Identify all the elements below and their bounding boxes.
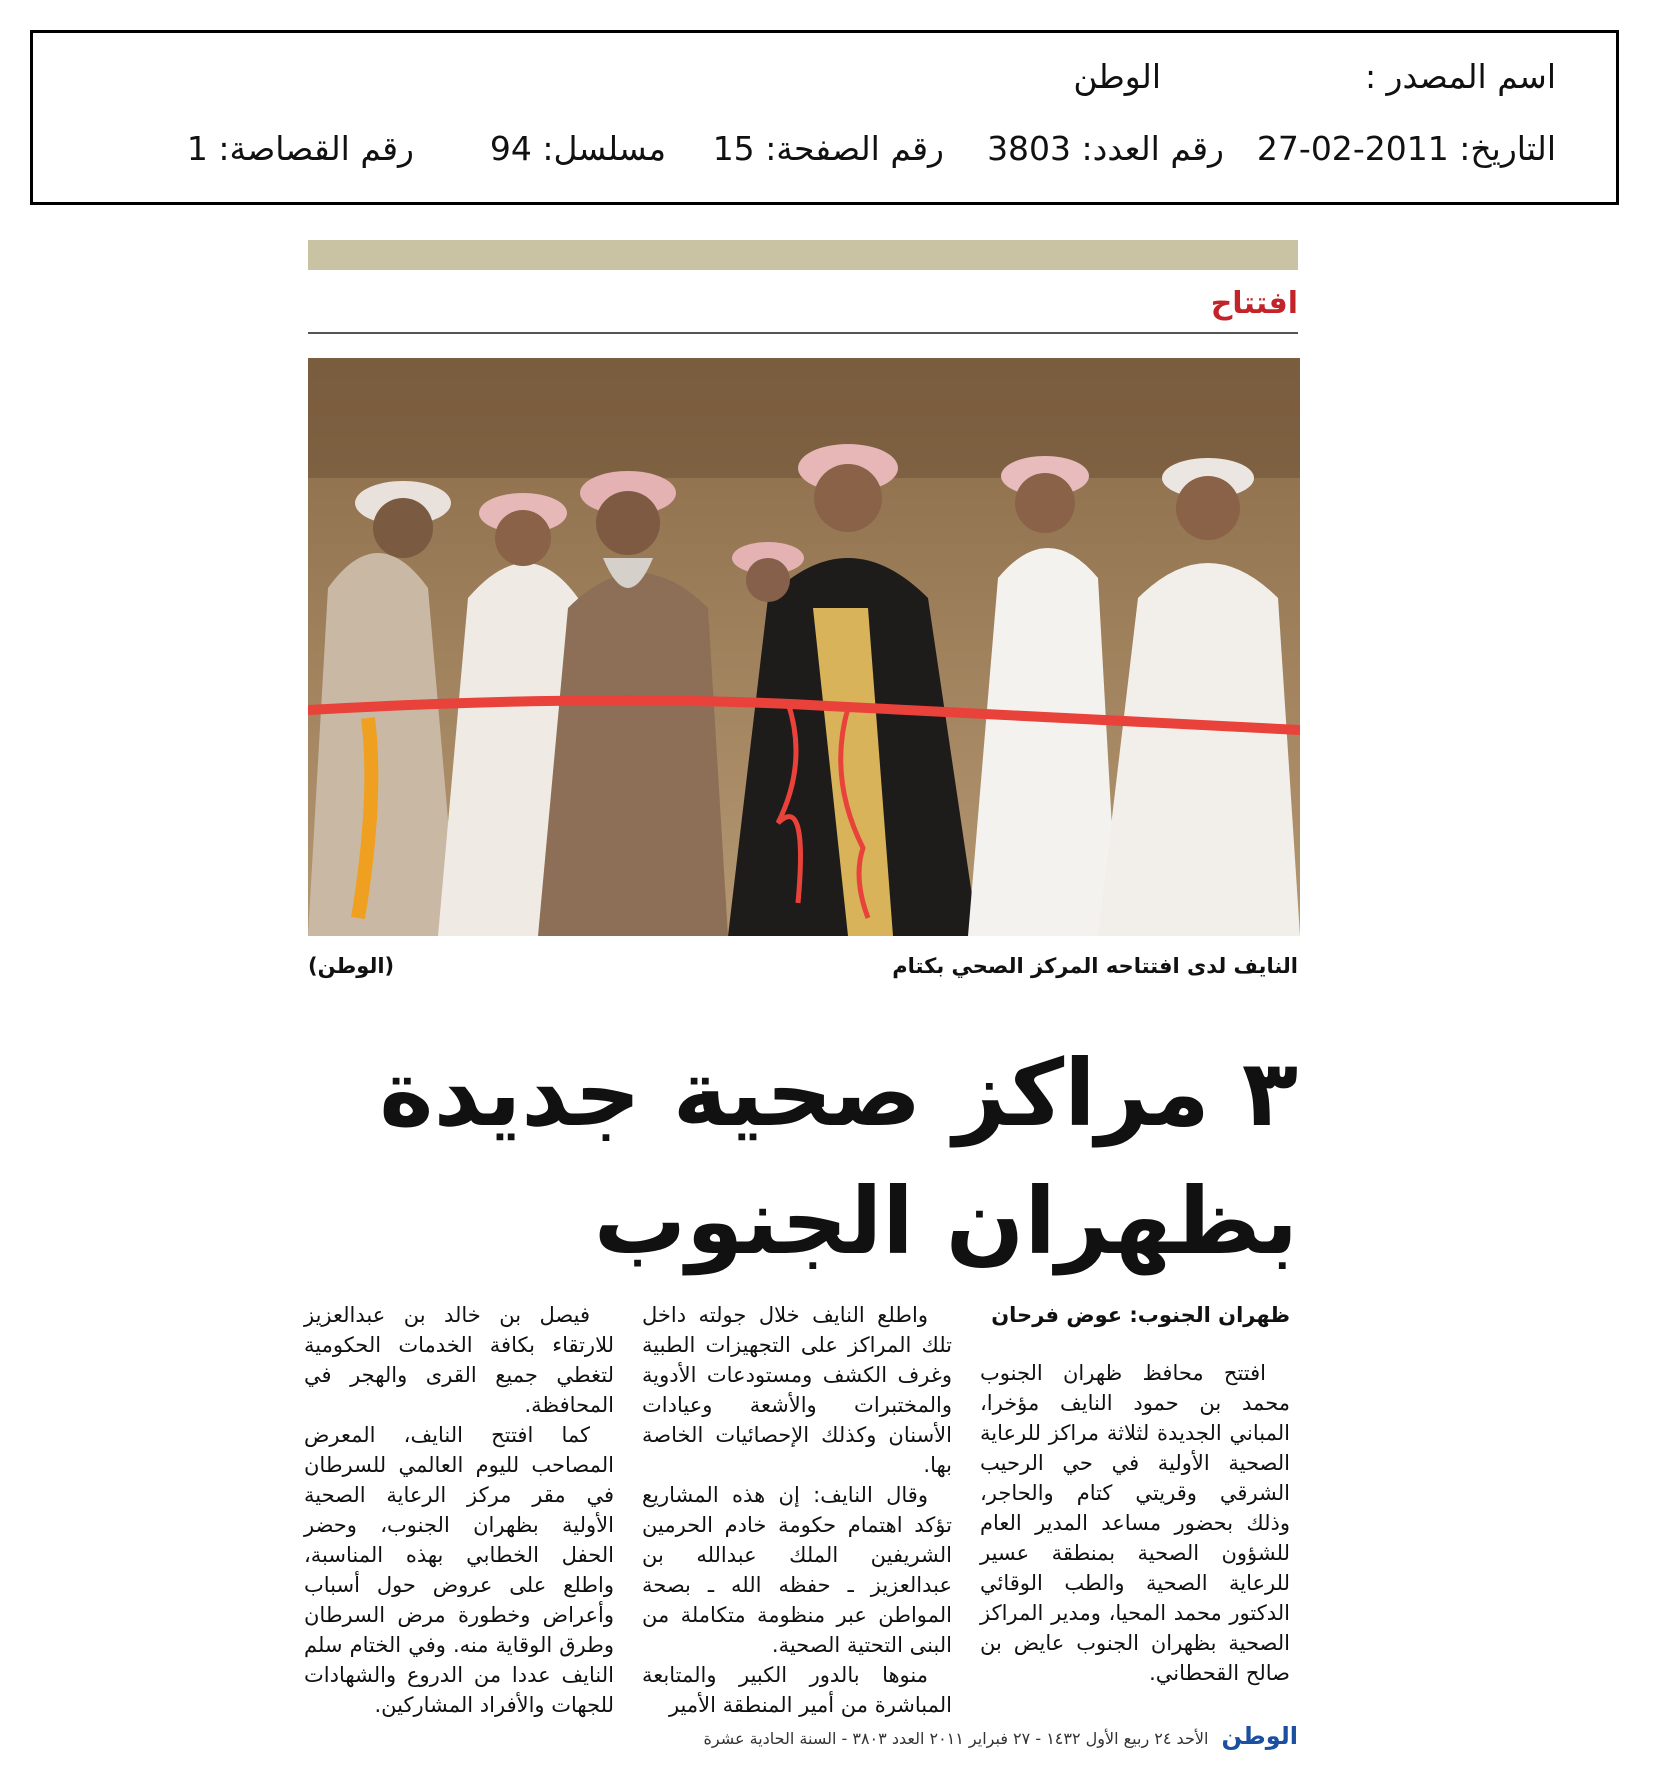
newspaper-logo: الوطن [1221, 1722, 1298, 1750]
photo-caption: النايف لدى افتتاحه المركز الصحي بكتام [892, 954, 1298, 978]
issue-label: رقم العدد: [1081, 129, 1224, 168]
date-label: التاريخ: [1459, 129, 1556, 168]
footer-dateline: الأحد ٢٤ ربيع الأول ١٤٣٢ - ٢٧ فبراير ٢٠١١ العدد ٣٨٠٣ - السنة الحادية عشرة [703, 1729, 1209, 1748]
column-2-paragraph-3: منوها بالدور الكبير والمتابعة المباشرة من أمير المنطقة الأمير [642, 1663, 952, 1717]
source-value: الوطن [1073, 57, 1161, 96]
article-headline: ٣ مراكز صحية جديدة بظهران الجنوب [379, 1040, 1298, 1275]
section-label: افتتاح [1210, 286, 1298, 321]
article-byline: ظهران الجنوب: عوض فرحان [991, 1303, 1290, 1327]
source-label: اسم المصدر : [1364, 57, 1556, 96]
article-column-2 [642, 1300, 952, 1720]
page-value: 15 [712, 129, 755, 168]
serial-field [490, 129, 666, 168]
page-field [713, 129, 944, 168]
section-divider [308, 332, 1298, 334]
clip-label: رقم القصاصة: [218, 129, 414, 168]
column-3-paragraph-1: فيصل بن خالد بن عبدالعزيز للارتقاء بكافة الخدمات الحكومية لتغطي جميع القرى والهجر في المحافظة. [304, 1303, 614, 1417]
source-row [93, 57, 1556, 107]
clip-number-field [187, 129, 414, 168]
photo-illustration [308, 358, 1300, 936]
column-1-paragraph: افتتح محافظ ظهران الجنوب محمد بن حمود النايف مؤخرا، المباني الجديدة لثلاثة مراكز للرعاية الصحية الأولية في حي الرحيب الشرقي وقريتي كتام والحاجر، وذلك بحضور مساعد المدير العام للشؤون الصحية بمنطقة عسير للرعاية الصحية والطب الوقائي الدكتور محمد المحيا، ومدير المراكز الصحية بظهران الجنوب عايض بن صالح القحطاني. [980, 1361, 1290, 1685]
date-value: 2011-02-27 [1256, 129, 1449, 168]
article-column-3 [304, 1300, 614, 1720]
newspaper-clipping [304, 240, 1308, 1771]
serial-label: مسلسل: [542, 129, 666, 168]
column-2-paragraph-1: واطلع النايف خلال جولته داخل تلك المراكز على التجهيزات الطبية وغرف الكشف ومستودعات الأدوية والمختبرات والأشعة وعيادات الأسنان وكذلك الإحصائيات الخاصة بها. [642, 1303, 952, 1477]
page-label: رقم الصفحة: [765, 129, 944, 168]
ribbon-cutting-photo [308, 358, 1300, 936]
column-3-paragraph-2: كما افتتح النايف، المعرض المصاحب لليوم العالمي للسرطان في مقر مركز الرعاية الصحية الأولية بظهران الجنوب، وحضر الحفل الخطابي بهذه المناسبة، واطلع على عروض حول أسباب وأعراض وخطورة مرض السرطان وطرق الوقاية منه. وفي الختام سلم النايف عددا من الدروع والشهادات للجهات والأفراد المشاركين. [304, 1423, 614, 1717]
article-column-1 [980, 1300, 1290, 1688]
article-body [304, 1300, 1300, 1717]
clipping-metadata-box [30, 30, 1619, 205]
date-field [1257, 129, 1556, 168]
issue-value: 3803 [987, 129, 1072, 168]
serial-value: 94 [489, 129, 532, 168]
newspaper-footer [704, 1722, 1298, 1750]
clipping-details-row [93, 129, 1556, 179]
photo-credit: (الوطن) [308, 954, 395, 978]
issue-field [987, 129, 1224, 168]
header-bar [308, 240, 1298, 270]
column-2-paragraph-2: وقال النايف: إن هذه المشاريع تؤكد اهتمام حكومة خادم الحرمين الشريفين الملك عبدالله بن عبدالعزيز ـ حفظه الله ـ بصحة المواطن عبر منظومة متكاملة من البنى التحتية الصحية. [642, 1483, 952, 1657]
clip-value: 1 [186, 129, 208, 168]
